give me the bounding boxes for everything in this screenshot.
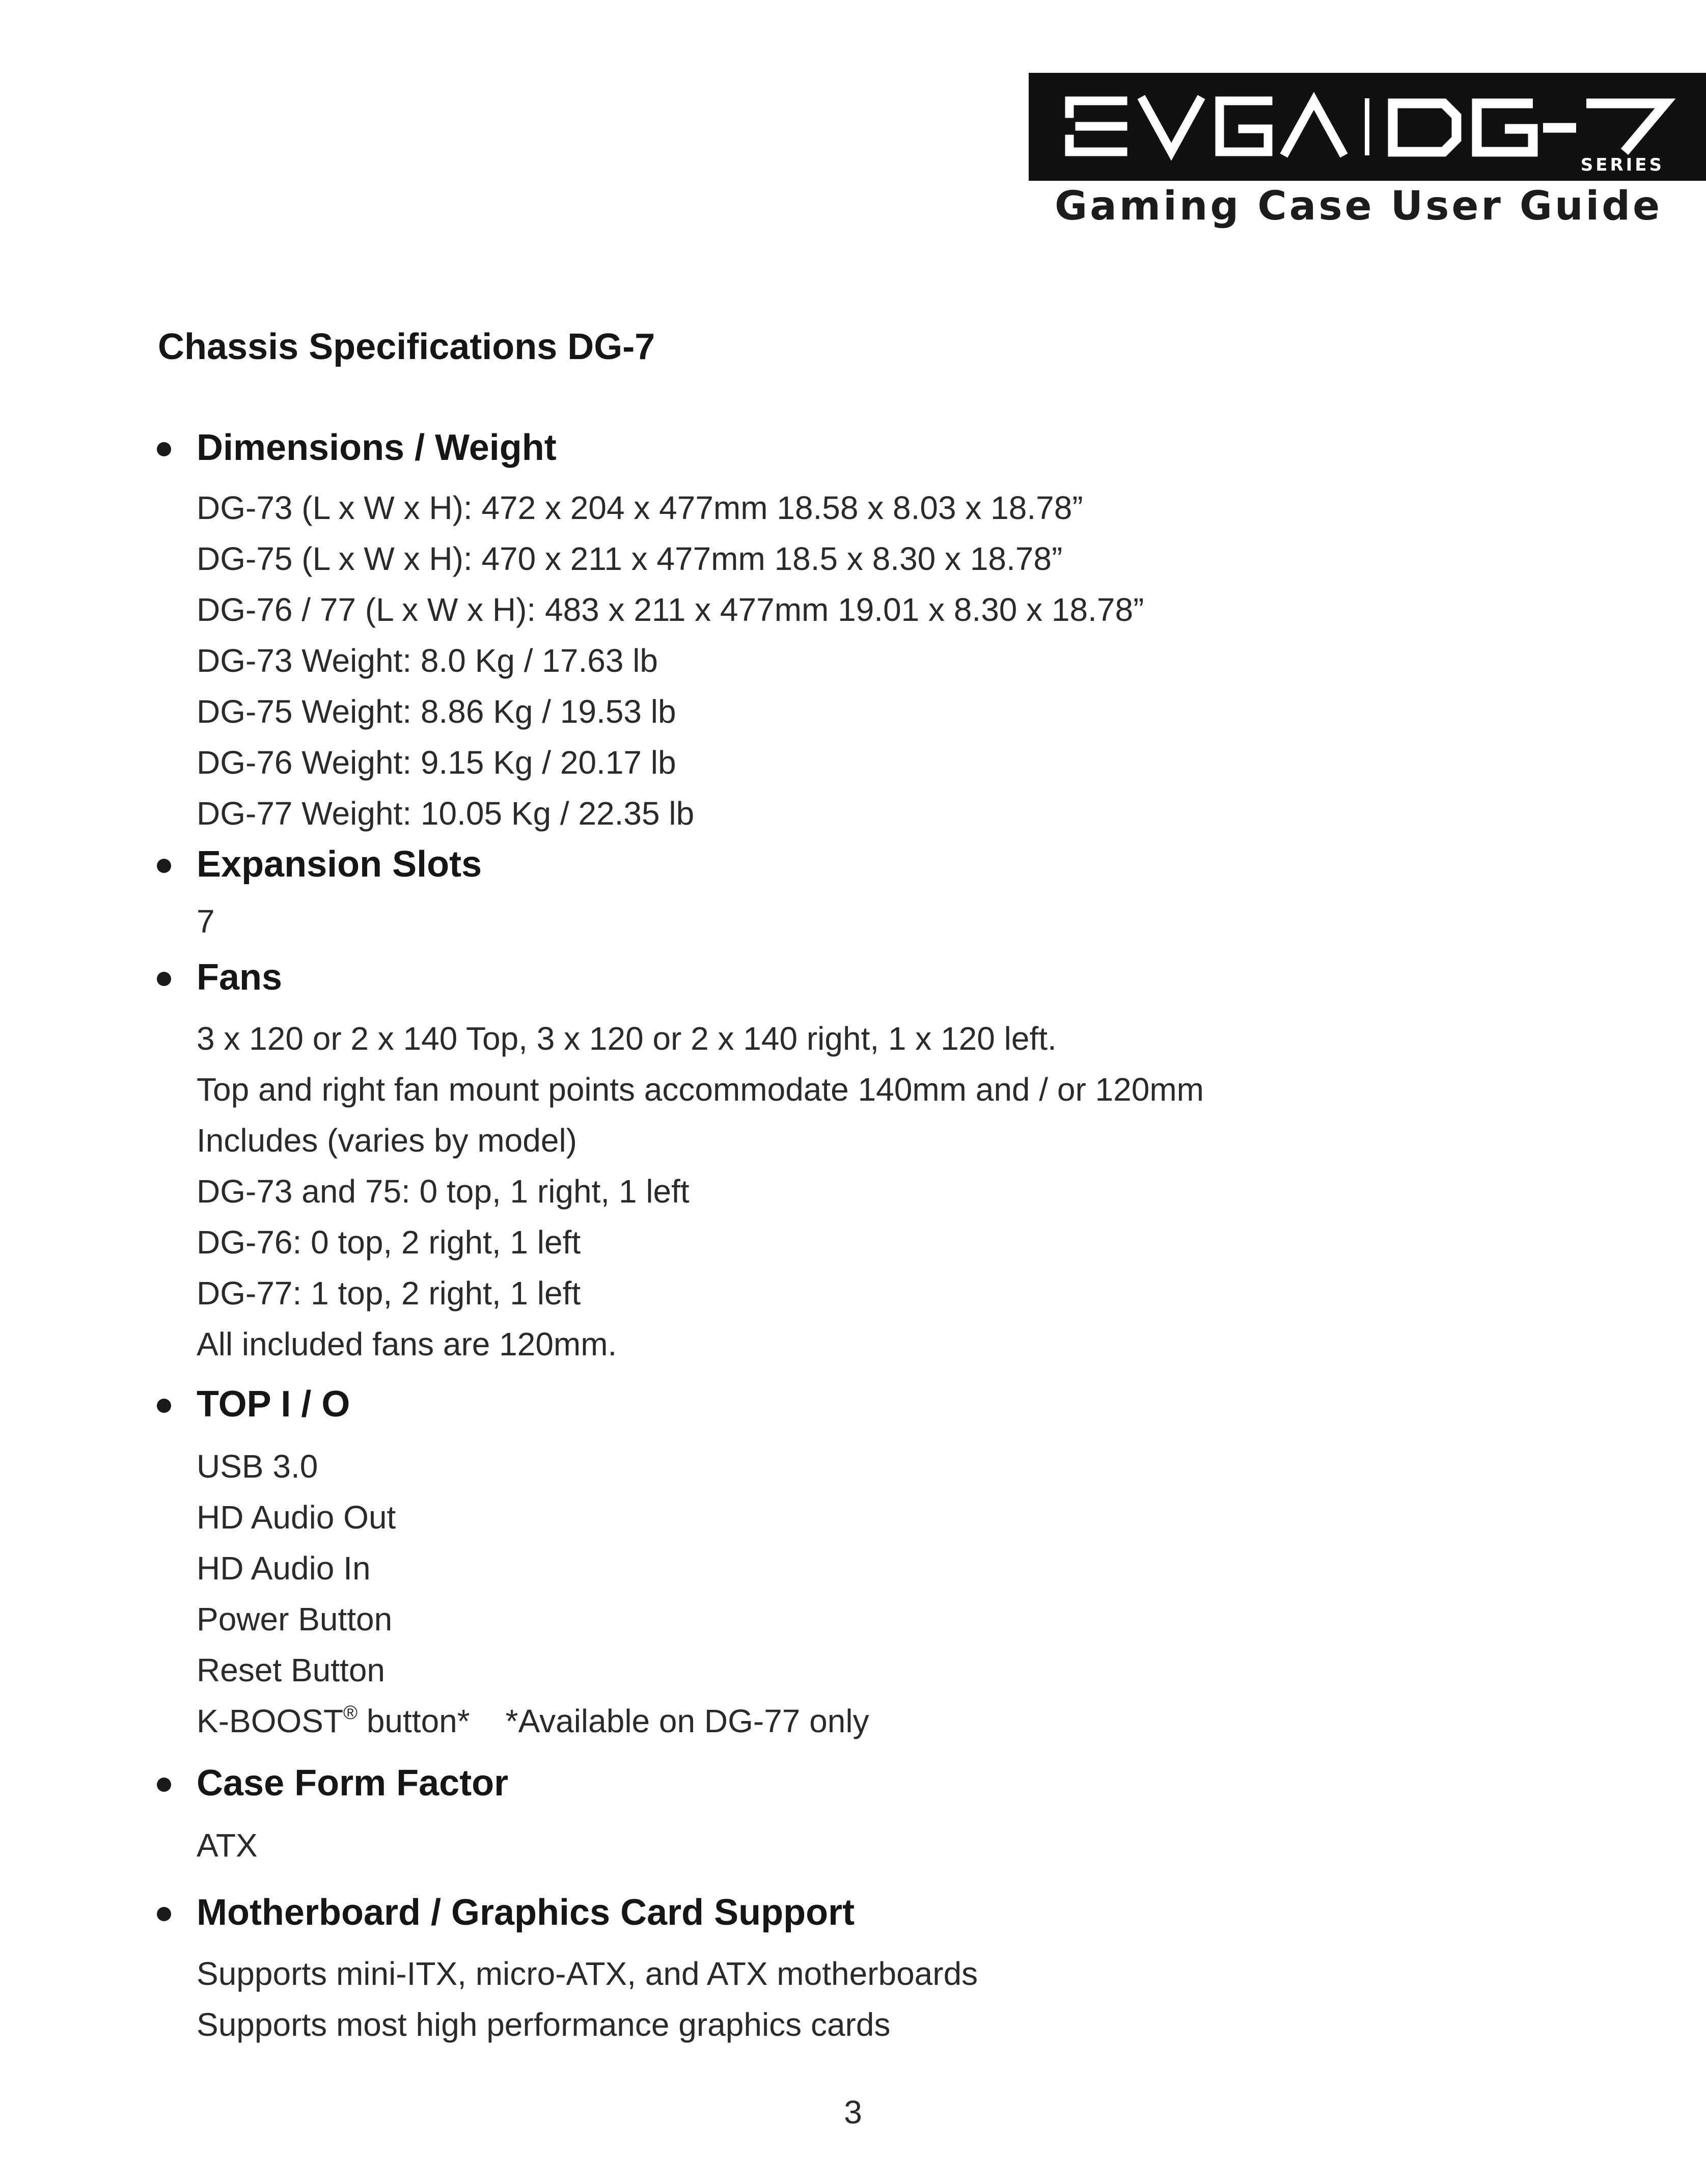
evga-dg7-logo-graphic [1029, 73, 1706, 181]
spec-line: DG-75 (L x W x H): 470 x 211 x 477mm 18.5 x 8.30 x 18.78” [197, 540, 1063, 577]
spec-line: DG-77 Weight: 10.05 Kg / 22.35 lb [197, 795, 695, 832]
spec-line: DG-73 (L x W x H): 472 x 204 x 477mm 18.58 x 8.03 x 18.78” [197, 489, 1083, 526]
spec-line: All included fans are 120mm. [197, 1326, 617, 1362]
page-title: Chassis Specifications DG-7 [158, 326, 655, 367]
section-title: Case Form Factor [197, 1763, 509, 1804]
spec-line: HD Audio Out [197, 1499, 396, 1536]
spec-line: Top and right fan mount points accommodate 140mm and / or 120mm [197, 1071, 1204, 1108]
spec-line: DG-77: 1 top, 2 right, 1 left [197, 1275, 581, 1312]
spec-line: Reset Button [197, 1652, 385, 1688]
section-title: Expansion Slots [197, 844, 482, 885]
spec-line: Power Button [197, 1601, 393, 1637]
spec-line: USB 3.0 [197, 1448, 318, 1485]
section-title: TOP I / O [197, 1384, 350, 1425]
spec-line: 7 [197, 903, 215, 940]
bullet-icon [157, 972, 171, 986]
spec-line: DG-75 Weight: 8.86 Kg / 19.53 lb [197, 693, 676, 730]
spec-line: HD Audio In [197, 1550, 371, 1587]
spec-line: ATX [197, 1827, 258, 1864]
evga-dg7-logo [1029, 73, 1706, 181]
kboost-label: K-BOOST [197, 1703, 344, 1739]
kboost-suffix: button* [357, 1703, 470, 1739]
spec-line: DG-73 and 75: 0 top, 1 right, 1 left [197, 1173, 690, 1210]
bullet-icon [157, 1907, 171, 1921]
bullet-icon [157, 859, 171, 873]
spec-line: DG-76 / 77 (L x W x H): 483 x 211 x 477mm 19.01 x 8.30 x 18.78” [197, 591, 1144, 628]
section-title: Fans [197, 957, 283, 998]
kboost-note: *Available on DG-77 only [505, 1703, 869, 1739]
registered-mark: ® [343, 1702, 358, 1724]
series-subtitle: SERIES [1580, 155, 1664, 175]
bullet-icon [157, 1778, 171, 1792]
spec-line: DG-76 Weight: 9.15 Kg / 20.17 lb [197, 744, 676, 781]
spec-line: DG-73 Weight: 8.0 Kg / 17.63 lb [197, 642, 658, 679]
spec-line: Supports most high performance graphics cards [197, 2006, 891, 2043]
kboost-line [197, 1702, 869, 1740]
section-title: Dimensions / Weight [197, 427, 557, 468]
spec-line: 3 x 120 or 2 x 140 Top, 3 x 120 or 2 x 140 right, 1 x 120 left. [197, 1020, 1057, 1057]
spec-line: Supports mini-ITX, micro-ATX, and ATX motherboards [197, 1955, 978, 1992]
spec-line: Includes (varies by model) [197, 1122, 577, 1159]
bullet-icon [157, 442, 171, 456]
spec-line: DG-76: 0 top, 2 right, 1 left [197, 1224, 581, 1261]
section-title: Motherboard / Graphics Card Support [197, 1892, 855, 1933]
bullet-icon [157, 1399, 171, 1413]
page-number: 3 [844, 2094, 862, 2131]
guide-title: Gaming Case User Guide [1055, 183, 1662, 229]
